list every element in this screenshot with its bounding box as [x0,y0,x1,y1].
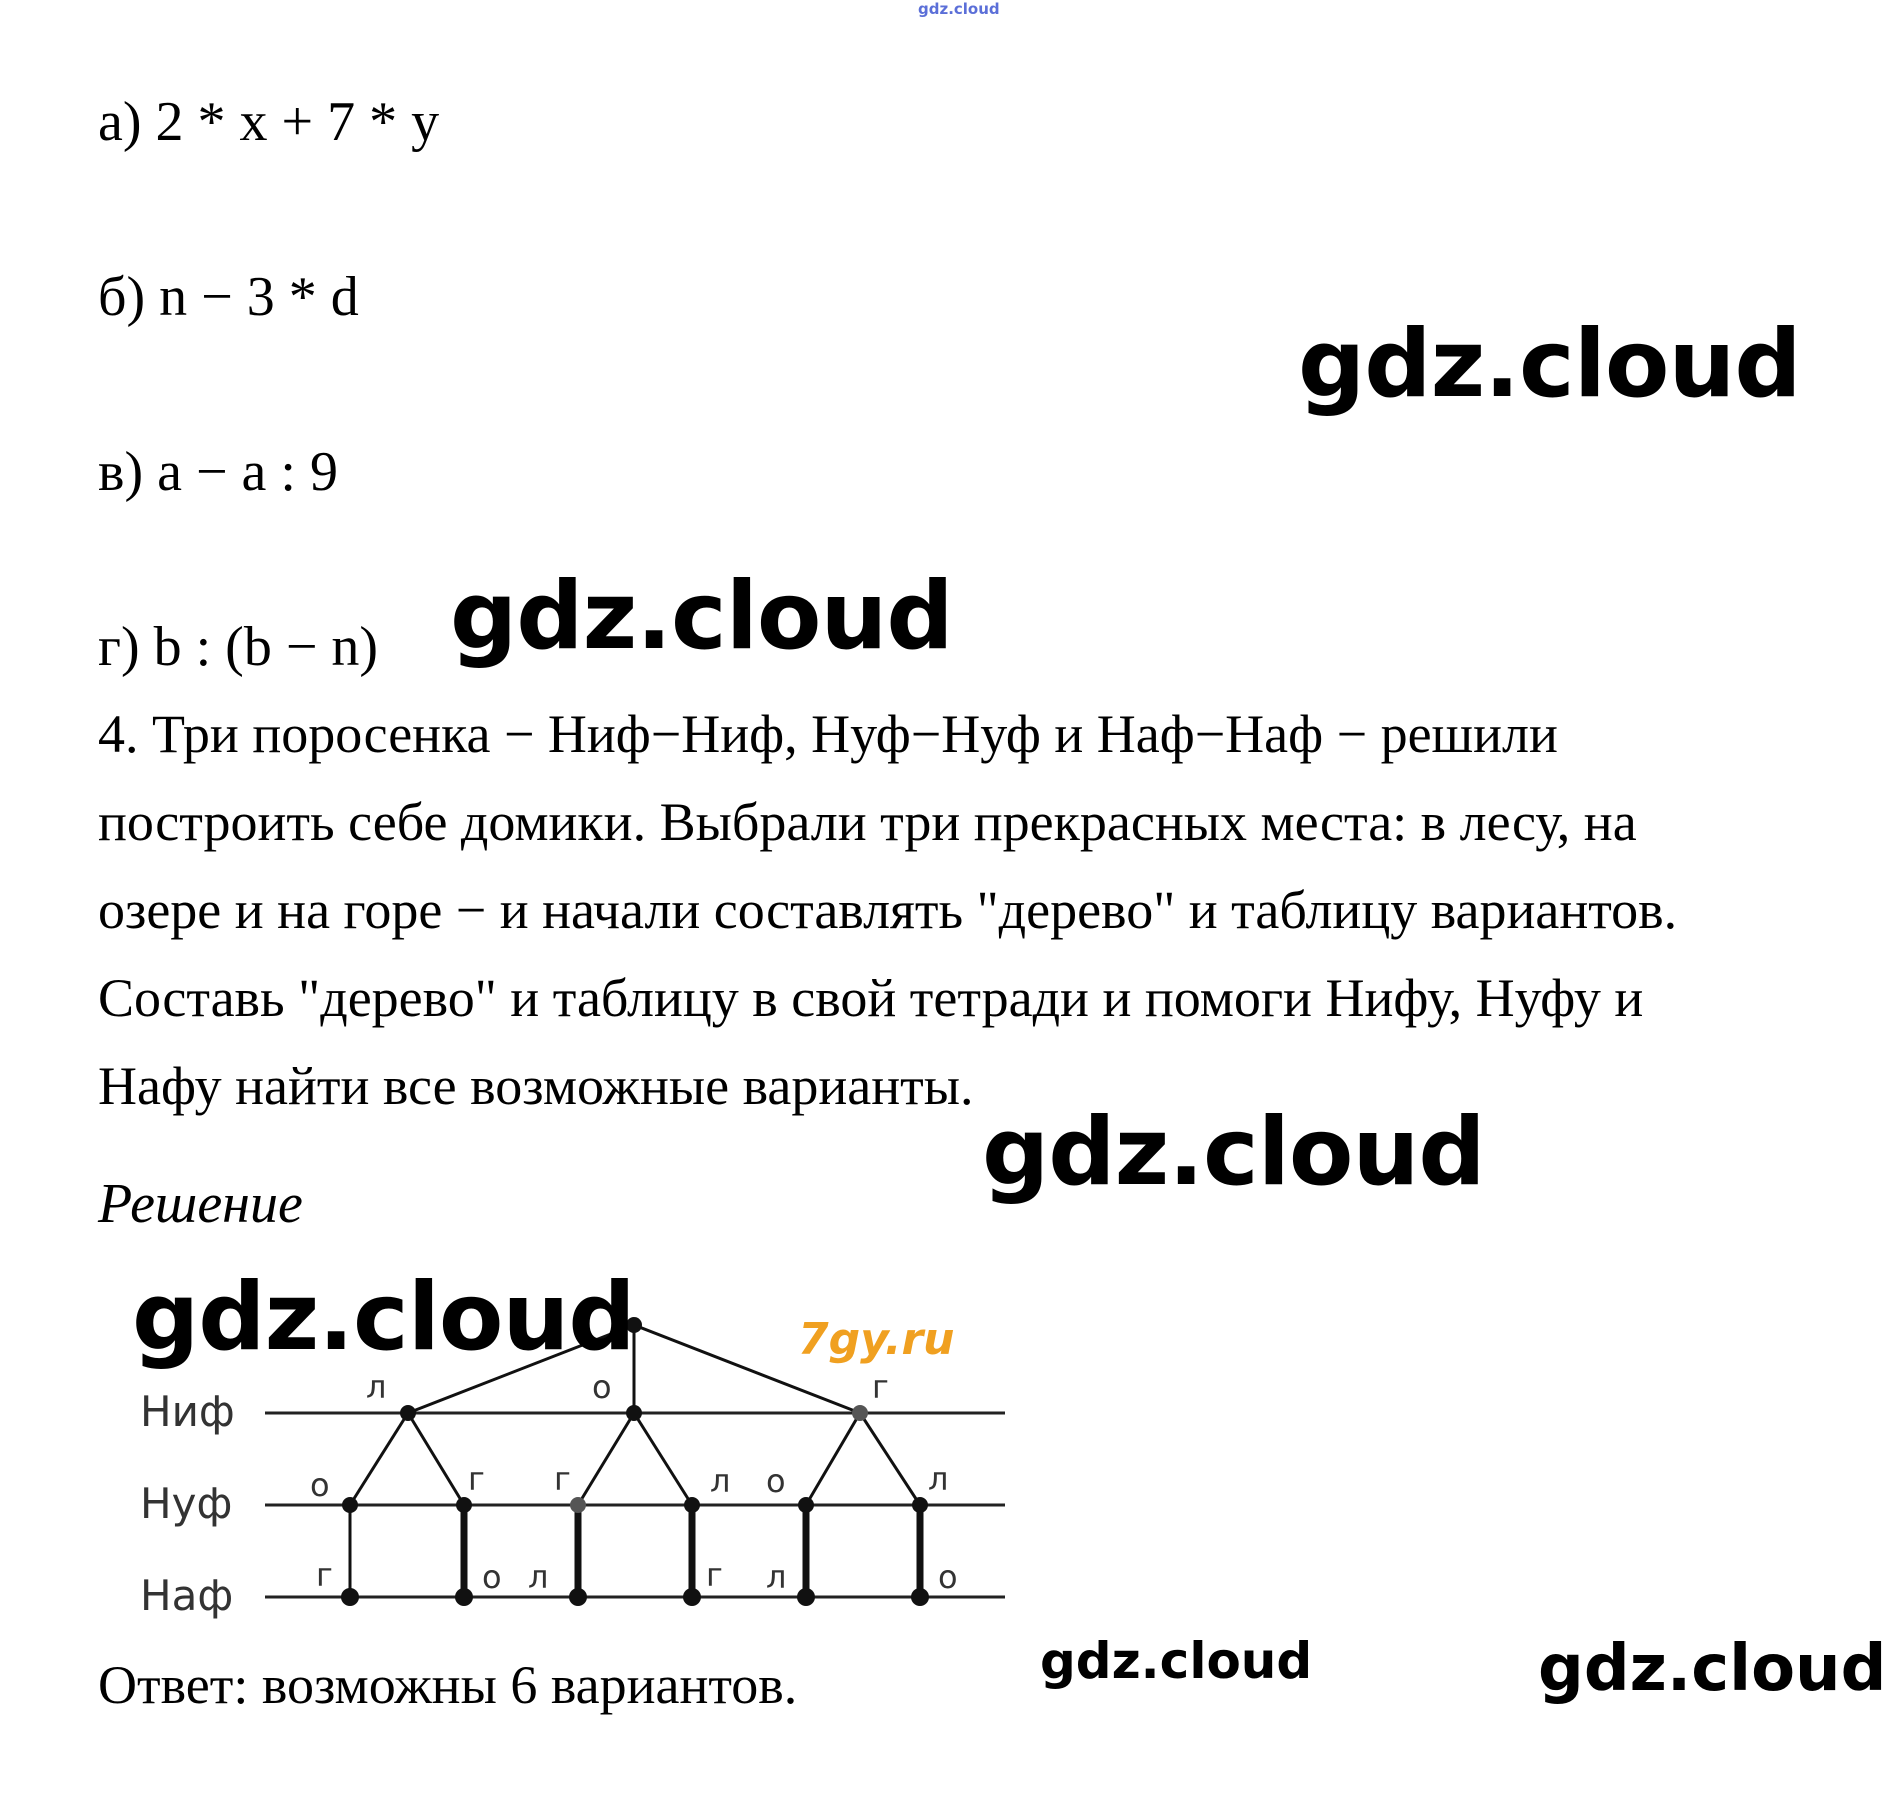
tree-node [852,1405,868,1421]
tree-node [342,1497,358,1513]
watermark-logo: gdz.cloud [1298,310,1801,419]
tree-node [912,1497,928,1513]
tree-node [626,1405,642,1421]
tree-brand-watermark: 7gy.ru [798,1314,955,1365]
tree-node-label: о [938,1558,958,1596]
tree-node [341,1588,359,1606]
solution-label: Решение [98,1173,303,1235]
expression-b: б) n − 3 * d [98,266,359,328]
tree-edge [860,1413,920,1505]
task-line: Составь "дерево" и таблицу в свой тетради и помоги Нифу, Нуфу и [98,968,1644,1028]
tree-node [569,1588,587,1606]
header-watermark: gdz.cloud [918,0,1000,18]
tree-node-label: о [766,1462,786,1500]
expression-v: в) a − a : 9 [98,441,338,503]
task-line: построить себе домики. Выбрали три прекрасных места: в лесу, на [98,792,1637,852]
tree-node [911,1588,929,1606]
answer-text: Ответ: возможны 6 вариантов. [98,1655,798,1715]
watermark-logo: gdz.cloud [450,562,953,671]
tree-node [798,1497,814,1513]
task-4-text [98,690,1888,1130]
expression-g: г) b : (b − n) [98,616,379,678]
tree-node [456,1497,472,1513]
tree-edge [806,1413,860,1505]
task-line: озере и на горе − и начали составлять "дерево" и таблицу вариантов. [98,880,1678,940]
watermark-logo: gdz.cloud [982,1098,1485,1207]
tree-edge [408,1413,464,1505]
tree-node-label: л [928,1460,949,1498]
watermark-logo: gdz.cloud [132,1263,635,1372]
tree-row-label-naf: Наф [140,1571,234,1620]
tree-node-label: г [316,1556,333,1594]
tree-node-label: г [468,1460,485,1498]
tree-node-label: л [366,1368,387,1406]
task-line: 4. Три поросенка − Ниф−Ниф, Нуф−Нуф и Наф−Наф − решили [98,704,1558,764]
tree-edge [634,1413,692,1505]
tree-node [455,1588,473,1606]
tree-node-label: л [528,1558,549,1596]
tree-node [797,1588,815,1606]
expression-a: а) 2 * x + 7 * y [98,91,440,153]
tree-node-label: о [592,1368,612,1406]
tree-node [400,1405,416,1421]
watermark-logo: gdz.cloud [1040,1632,1313,1690]
task-line: Нафу найти все возможные варианты. [98,1056,974,1116]
tree-node [570,1497,586,1513]
tree-node-label: о [310,1466,330,1504]
tree-node-label: г [872,1368,889,1406]
tree-node [684,1497,700,1513]
tree-node-label: г [706,1556,723,1594]
tree-node-label: л [766,1558,787,1596]
tree-edge [350,1413,408,1505]
tree-node-label: г [554,1460,571,1498]
watermark-logo: gdz.cloud [1538,1632,1887,1706]
tree-node-label: л [710,1462,731,1500]
tree-row-label-nuf: Нуф [140,1479,233,1528]
tree-edge [578,1413,634,1505]
tree-row-label-nif: Ниф [140,1387,235,1436]
tree-node [683,1588,701,1606]
tree-node-label: о [482,1558,502,1596]
